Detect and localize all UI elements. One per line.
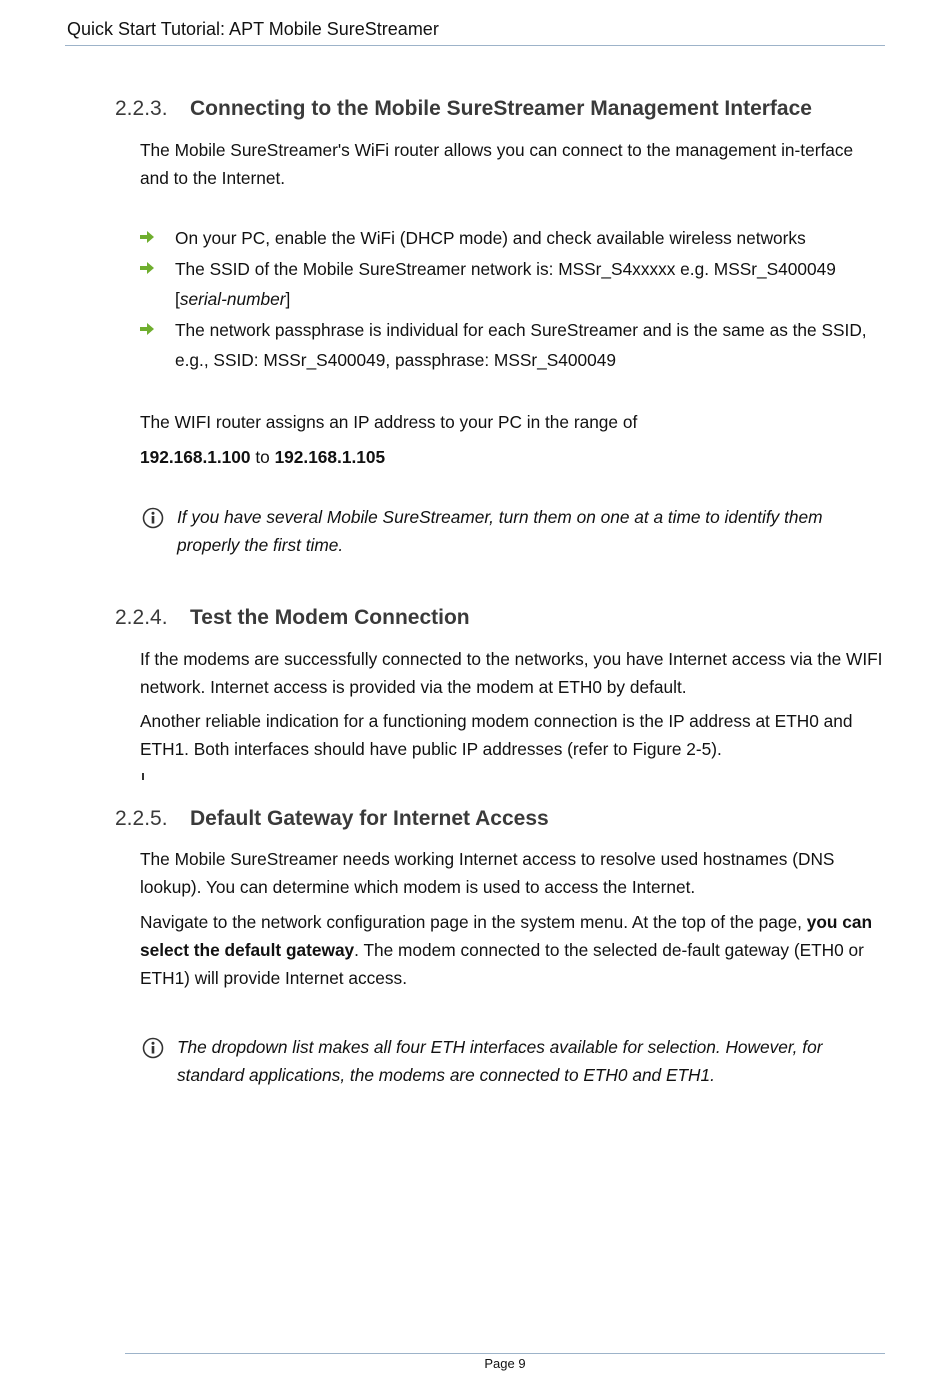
para2-end: . The modem connected to the selected de-fault gateway (ETH0 or ETH1) will provide Internet access. [140,940,864,988]
section-title: Connecting to the Mobile SureStreamer Management Interface [190,97,812,120]
note-text: The dropdown list makes all four ETH interfaces available for selection. However, for standard applications, the modems are connected to ETH0 and ETH1. [177,1037,823,1085]
page-number: Page 9 [484,1356,526,1371]
section-2-2-4-para2: Another reliable indication for a functioning modem connection is the IP address at ETH0 and ETH1. Both interfaces should have public IP addresses (refer to Figure 2-5). [140,711,853,759]
intro-text: The Mobile SureStreamer's WiFi router allows you can connect to the management in-terface and to the Internet. [140,140,854,188]
ip-from: 192.168.1.100 [140,447,251,467]
ip-range-intro: The WIFI router assigns an IP address to your PC in the range of [140,412,638,432]
info-icon [142,507,164,529]
green-arrow-icon [140,231,154,243]
section-2-2-3-intro [140,136,885,192]
list-item [140,223,885,254]
section-number: 2.2.3. [115,97,168,120]
section-2-2-5-para2 [140,908,885,992]
para2-start: Navigate to the network configuration page in the system menu. At the top of the page, [140,912,802,932]
note-box [140,1033,870,1089]
note-box [140,503,870,559]
section-title: Default Gateway for Internet Access [190,807,549,830]
bullet-text: The SSID of the Mobile SureStreamer network is: MSSr_S4xxxxx e.g. MSSr_S400049 [175,258,836,279]
section-2-2-3-heading [115,97,812,121]
green-arrow-icon [140,262,154,274]
info-icon [142,1037,164,1059]
section-number: 2.2.5. [115,807,168,830]
ip-to: 192.168.1.105 [274,447,386,467]
stray-mark [142,773,144,780]
serial-number-text: serial-number [179,289,286,309]
section-2-2-4-para1: If the modems are successfully connected to the networks, you have Internet access via the WIFI network. Internet access is provided via the modem at ETH0 by default. [140,649,883,697]
note-text: If you have several Mobile SureStreamer, turn them on one at a time to identify them properly the first time. [177,507,823,555]
section-number: 2.2.4. [115,606,168,629]
header-divider [65,45,885,46]
para2-bold: you can select the default gateway [140,912,873,960]
bullet-text: The network passphrase is individual for each SureStreamer and is the same as the SSID, e.g., SSID: MSSr_S400049, passphrase: MSSr_S400049 [175,319,867,370]
section-2-2-5-heading [115,807,549,831]
bullet-list [140,223,885,376]
section-2-2-4-heading [115,606,470,630]
list-item [140,315,885,376]
footer-divider [125,1353,885,1354]
green-arrow-icon [140,323,154,335]
ip-to-word: to [255,447,270,467]
section-2-2-5-para1: The Mobile SureStreamer needs working Internet access to resolve used hostnames (DNS lookup). You can determine which modem is used to access the Internet. [140,849,835,897]
bullet-text: On your PC, enable the WiFi (DHCP mode) and check available wireless networks [175,228,806,248]
list-item: The SSID of the Mobile SureStreamer network is: MSSr_S4xxxxx e.g. MSSr_S400049 [serial-number] [140,254,885,315]
section-title: Test the Modem Connection [190,606,470,629]
ip-range [140,443,885,471]
page-header-title: Quick Start Tutorial: APT Mobile SureStreamer [67,19,439,39]
